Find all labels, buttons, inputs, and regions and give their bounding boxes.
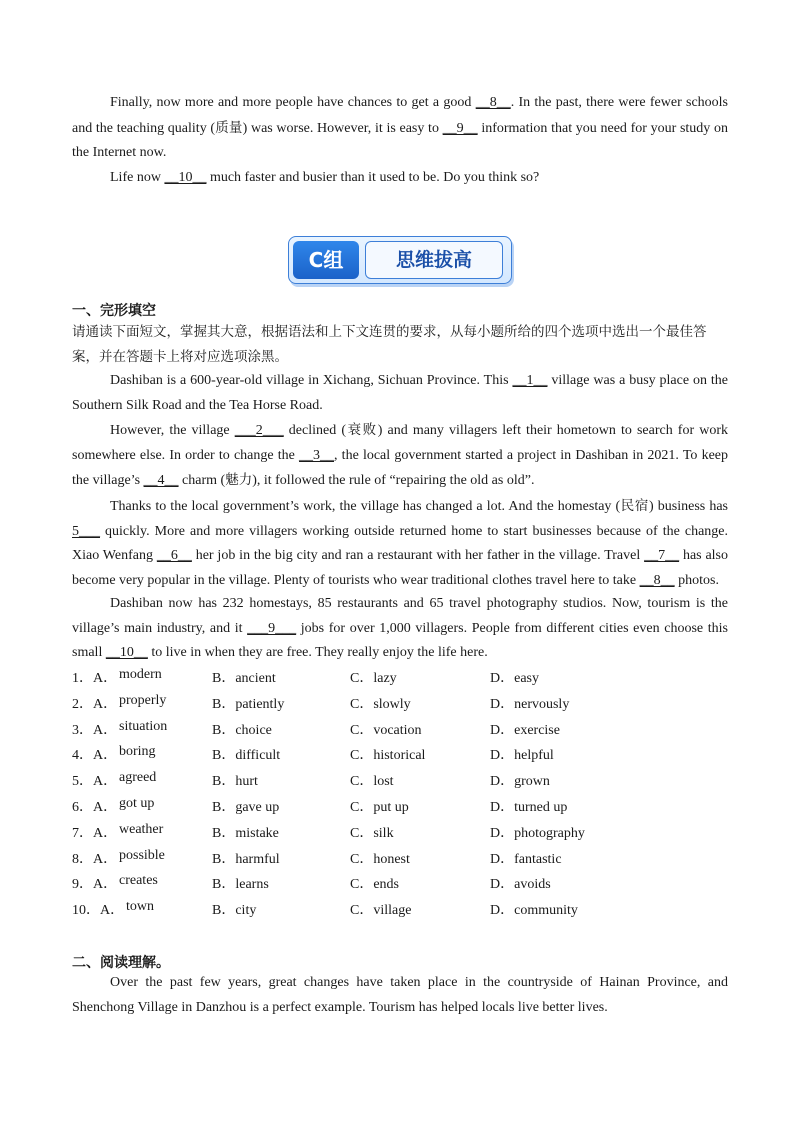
text: ), it followed the rule of “repairing the old as old”.	[252, 473, 535, 489]
option-d: D．photography	[490, 825, 585, 841]
option-d: D．grown	[490, 774, 550, 790]
passage-paragraph	[72, 166, 728, 191]
passage-paragraph	[72, 418, 728, 494]
text: her job in the big city and ran a restaurant with her father in the village. Travel	[191, 548, 645, 564]
passage-paragraph	[72, 592, 728, 666]
section-heading: 一、完形填空	[72, 303, 156, 319]
text: 民宿	[620, 498, 650, 514]
text: However, the village	[110, 423, 235, 438]
text: has also become very popular in the village. Plenty of tourists who wear traditional clothes travel here to take	[72, 548, 729, 588]
text: . In the past, there were fewer schools and the teaching quality (	[72, 95, 729, 136]
text: information that you need for your study on the Internet now.	[72, 120, 728, 161]
text: 衰败	[345, 422, 378, 438]
option-d: D．nervously	[490, 696, 570, 712]
option-c: C．put up	[350, 800, 409, 815]
text: Finally, now more and more people have chances to get a good	[110, 95, 476, 110]
option-d: D．avoids	[490, 877, 551, 893]
option-row	[72, 873, 728, 893]
text: 魅力	[225, 472, 253, 489]
option-number: 4．A．	[72, 748, 118, 764]
blank-2: ___2___	[234, 423, 284, 438]
option-a: modern	[119, 667, 162, 682]
option-c: C．ends	[350, 877, 399, 893]
text: Life now	[110, 170, 165, 185]
option-c: C．silk	[350, 825, 394, 841]
option-number: 3．A．	[72, 722, 118, 738]
blank-5: 5___	[72, 523, 100, 539]
option-row	[72, 796, 728, 816]
text: ) and many villagers left their hometown to search for work somewhere else. In order to change the	[72, 423, 728, 463]
text: , the local government started a project in Dashiban in 2021. To keep the village’s	[72, 447, 728, 489]
banner-group-label: C组	[293, 241, 359, 279]
blank-8: __8__	[639, 572, 675, 588]
option-number: 7．A．	[72, 825, 118, 841]
option-row	[72, 770, 728, 790]
text: Dashiban now has 232 homestays, 85 restaurants and 65 travel photography studios. Now, tourism is the village’s main industry, and it	[72, 596, 728, 636]
option-b: B．patiently	[212, 696, 285, 712]
option-c: C．historical	[350, 748, 426, 764]
instruction-text: 请通读下面短文，掌握其大意，根据语法和上下文连贯的要求，从每小题所给的四个选项中选出一个最佳答案，并在答题卡上将对应选项涂黑。	[72, 324, 707, 365]
option-a: boring	[119, 744, 156, 760]
option-b: B．difficult	[212, 748, 281, 764]
option-c: C．lost	[350, 774, 394, 790]
option-row	[72, 822, 728, 842]
option-b: B．hurt	[212, 774, 258, 790]
option-number: 2．A．	[72, 696, 118, 712]
text: Thanks to the local government’s work, the village has changed a lot. And the homestay (	[110, 499, 621, 514]
text: quickly. More and more villagers working outside returned home to start businesses because of the change. Xiao Wenfang	[72, 523, 728, 564]
blank-4: __4__	[143, 473, 179, 489]
blank-9: ___9___	[247, 620, 297, 636]
text: to live in when they are free. They really enjoy the life here.	[147, 645, 488, 661]
text: ) business has	[649, 499, 728, 514]
option-d: D．easy	[490, 671, 539, 686]
option-d: D．fantastic	[490, 851, 562, 867]
option-c: C．lazy	[350, 671, 397, 686]
option-b: B．choice	[212, 722, 272, 738]
blank-8: __8__	[475, 95, 511, 110]
option-a: agreed	[119, 770, 157, 786]
blank-9: __9__	[442, 120, 478, 136]
text: 质量	[215, 119, 243, 136]
section-heading: 二、阅读理解。	[72, 955, 170, 971]
passage-paragraph	[72, 91, 728, 166]
option-d: D．turned up	[490, 800, 568, 815]
text: Dashiban is a 600-year-old village in Xichang, Sichuan Province. This	[110, 373, 513, 388]
blank-1: __1__	[512, 373, 548, 388]
option-a: possible	[119, 847, 165, 863]
text: jobs for over 1,000 villagers. People from different cities even choose this small	[72, 620, 728, 661]
option-a: weather	[119, 821, 164, 837]
option-c: C．slowly	[350, 696, 411, 712]
blank-6: __6__	[156, 548, 192, 564]
text: declined (	[283, 423, 346, 438]
text: photos.	[674, 572, 719, 588]
text: charm (	[178, 473, 226, 489]
text: much faster and busier than it used to be. Do you think so?	[206, 170, 540, 185]
option-number: 1．A．	[72, 671, 118, 686]
option-row	[72, 693, 728, 713]
text: village was a busy place on the Southern Silk Road and the Tea Horse Road.	[72, 373, 728, 413]
option-a: properly	[119, 692, 167, 708]
option-row	[72, 719, 728, 739]
passage-paragraph	[72, 494, 728, 593]
option-b: B．harmful	[212, 851, 280, 867]
passage-paragraph: Over the past few years, great changes have taken place in the countryside of Hainan Province, and Shenchong Village in Danzhou is a perfect example. Tourism has helped locals live better lives.	[72, 975, 728, 1015]
option-b: B．ancient	[212, 671, 276, 686]
section-banner	[288, 236, 512, 284]
option-b: B．gave up	[212, 800, 280, 815]
option-b: B．learns	[212, 877, 269, 893]
option-c: C．vocation	[350, 722, 422, 738]
blank-10: __10__	[164, 170, 207, 185]
option-row	[72, 744, 728, 764]
blank-3: __3__	[299, 447, 335, 463]
passage-paragraph	[72, 369, 728, 418]
option-d: D．exercise	[490, 722, 560, 738]
option-row	[72, 848, 728, 868]
option-c: C．village	[350, 903, 412, 919]
option-b: B．mistake	[212, 825, 279, 841]
option-number: 10．A．	[72, 903, 125, 919]
blank-7: __7__	[644, 548, 680, 564]
option-a: town	[126, 899, 154, 915]
option-row	[72, 899, 728, 919]
option-row	[72, 667, 728, 687]
option-c: C．honest	[350, 851, 410, 867]
option-number: 6．A．	[72, 800, 118, 815]
option-d: D．helpful	[490, 748, 554, 764]
text: ) was worse. However, it is easy to	[242, 120, 443, 136]
option-b: B．city	[212, 903, 257, 919]
option-number: 9．A．	[72, 877, 118, 893]
option-a: situation	[119, 718, 168, 734]
option-d: D．community	[490, 903, 578, 919]
option-number: 5．A．	[72, 774, 118, 790]
option-number: 8．A．	[72, 851, 118, 867]
banner-title: 思维拔高	[365, 241, 503, 279]
option-a: got up	[119, 796, 155, 811]
option-a: creates	[119, 873, 158, 889]
blank-10: __10__	[105, 645, 148, 661]
